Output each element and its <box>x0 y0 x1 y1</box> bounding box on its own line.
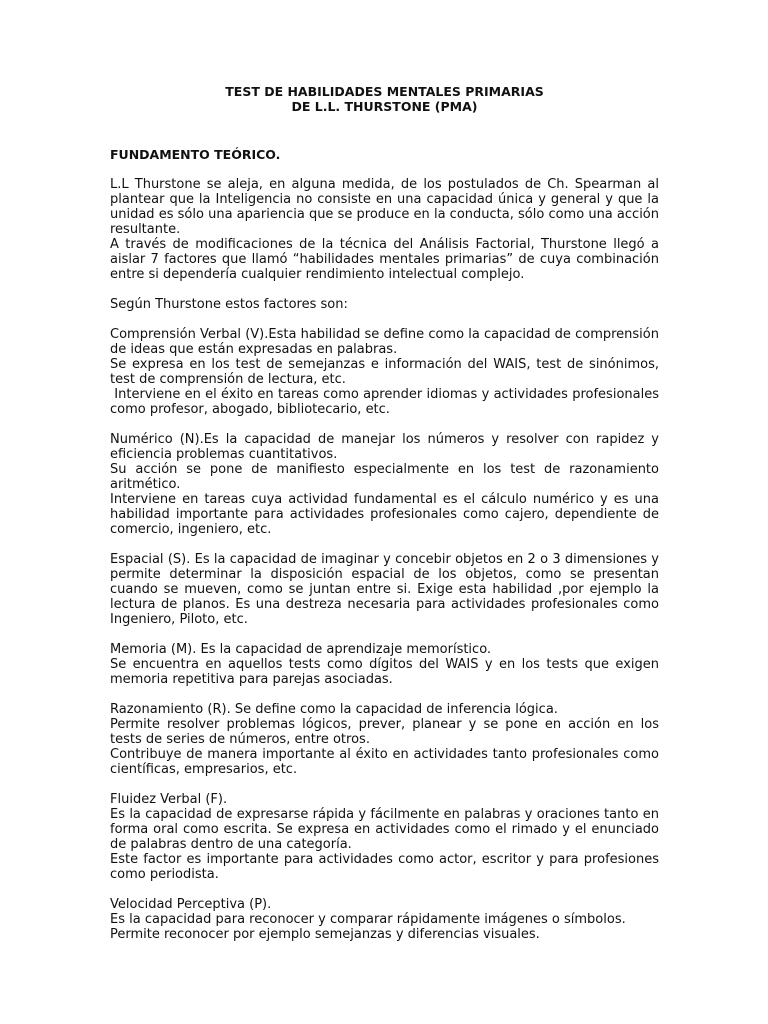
factor-reasoning <box>110 702 659 777</box>
document-page <box>110 84 659 942</box>
paragraph: Fluidez Verbal (F). <box>110 792 228 807</box>
intro-section <box>110 177 659 282</box>
paragraph: Espacial (S). Es la capacidad de imaginar y concebir objetos en 2 o 3 dimensiones y permite determinar la disposición espacial de los objetos, como se presentan cuando se mueven, como se juntan entre si. Exige esta habilidad ,por ejemplo la lectura de planos. Es una destreza necesaria para actividades profesionales como Ingeniero, Piloto, etc. <box>110 552 659 627</box>
paragraph: L.L Thurstone se aleja, en alguna medida, de los postulados de Ch. Spearman al plantear que la Inteligencia no consiste en una capacidad única y general y que la unidad es sólo una apariencia que se produce en la conducta, sólo como una acción resultante. <box>110 177 659 237</box>
paragraph: Interviene en el éxito en tareas como aprender idiomas y actividades profesionales como profesor, abogado, bibliotecario, etc. <box>110 387 659 417</box>
title-line: TEST DE HABILIDADES MENTALES PRIMARIAS <box>225 84 544 99</box>
paragraph: Permite reconocer por ejemplo semejanzas y diferencias visuales. <box>110 927 540 942</box>
paragraph: Numérico (N).Es la capacidad de manejar los números y resolver con rapidez y eficiencia problemas cuantitativos. <box>110 432 659 462</box>
factor-numeric <box>110 432 659 537</box>
factor-spatial <box>110 552 659 627</box>
paragraph: Es la capacidad para reconocer y comparar rápidamente imágenes o símbolos. <box>110 912 626 927</box>
factor-memory <box>110 642 659 687</box>
paragraph: Memoria (M). Es la capacidad de aprendizaje memorístico. <box>110 642 492 657</box>
paragraph: Contribuye de manera importante al éxito en actividades tanto profesionales como científicas, empresarios, etc. <box>110 747 659 777</box>
paragraph: Interviene en tareas cuya actividad fundamental es el cálculo numérico y es una habilidad importante para actividades profesionales como cajero, dependiente de comercio, ingeniero, etc. <box>110 492 659 537</box>
section-heading: FUNDAMENTO TEÓRICO. <box>110 147 281 162</box>
paragraph: Es la capacidad de expresarse rápida y fácilmente en palabras y oraciones tanto en forma oral como escrita. Se expresa en actividades como el rimado y el enunciado de palabras dentro de una categoría. <box>110 807 659 852</box>
paragraph: Comprensión Verbal (V).Esta habilidad se define como la capacidad de comprensión de ideas que están expresadas en palabras. <box>110 327 659 357</box>
document-title <box>110 84 659 114</box>
factor-verbal-comprehension <box>110 327 659 417</box>
factor-verbal-fluency <box>110 792 659 882</box>
paragraph: Se encuentra en aquellos tests como dígitos del WAIS y en los tests que exigen memoria repetitiva para parejas asociadas. <box>110 657 659 687</box>
paragraph: Este factor es importante para actividades como actor, escritor y para profesiones como periodista. <box>110 852 659 882</box>
factor-perceptual-speed <box>110 897 659 942</box>
paragraph: Según Thurstone estos factores son: <box>110 297 348 312</box>
factors-intro-section <box>110 297 659 312</box>
paragraph: A través de modificaciones de la técnica del Análisis Factorial, Thurstone llegó a aislar 7 factores que llamó “habilidades mentales primarias” de cuya combinación entre si dependería cualquier rendimiento intelectual complejo. <box>110 237 659 282</box>
paragraph: Su acción se pone de manifiesto especialmente en los test de razonamiento aritmético. <box>110 462 659 492</box>
title-line: DE L.L. THURSTONE (PMA) <box>291 99 478 114</box>
paragraph: Se expresa en los test de semejanzas e información del WAIS, test de sinónimos, test de comprensión de lectura, etc. <box>110 357 659 387</box>
paragraph: Velocidad Perceptiva (P). <box>110 897 272 912</box>
paragraph: Permite resolver problemas lógicos, prever, planear y se pone en acción en los tests de series de números, entre otros. <box>110 717 659 747</box>
paragraph: Razonamiento (R). Se define como la capacidad de inferencia lógica. <box>110 702 558 717</box>
